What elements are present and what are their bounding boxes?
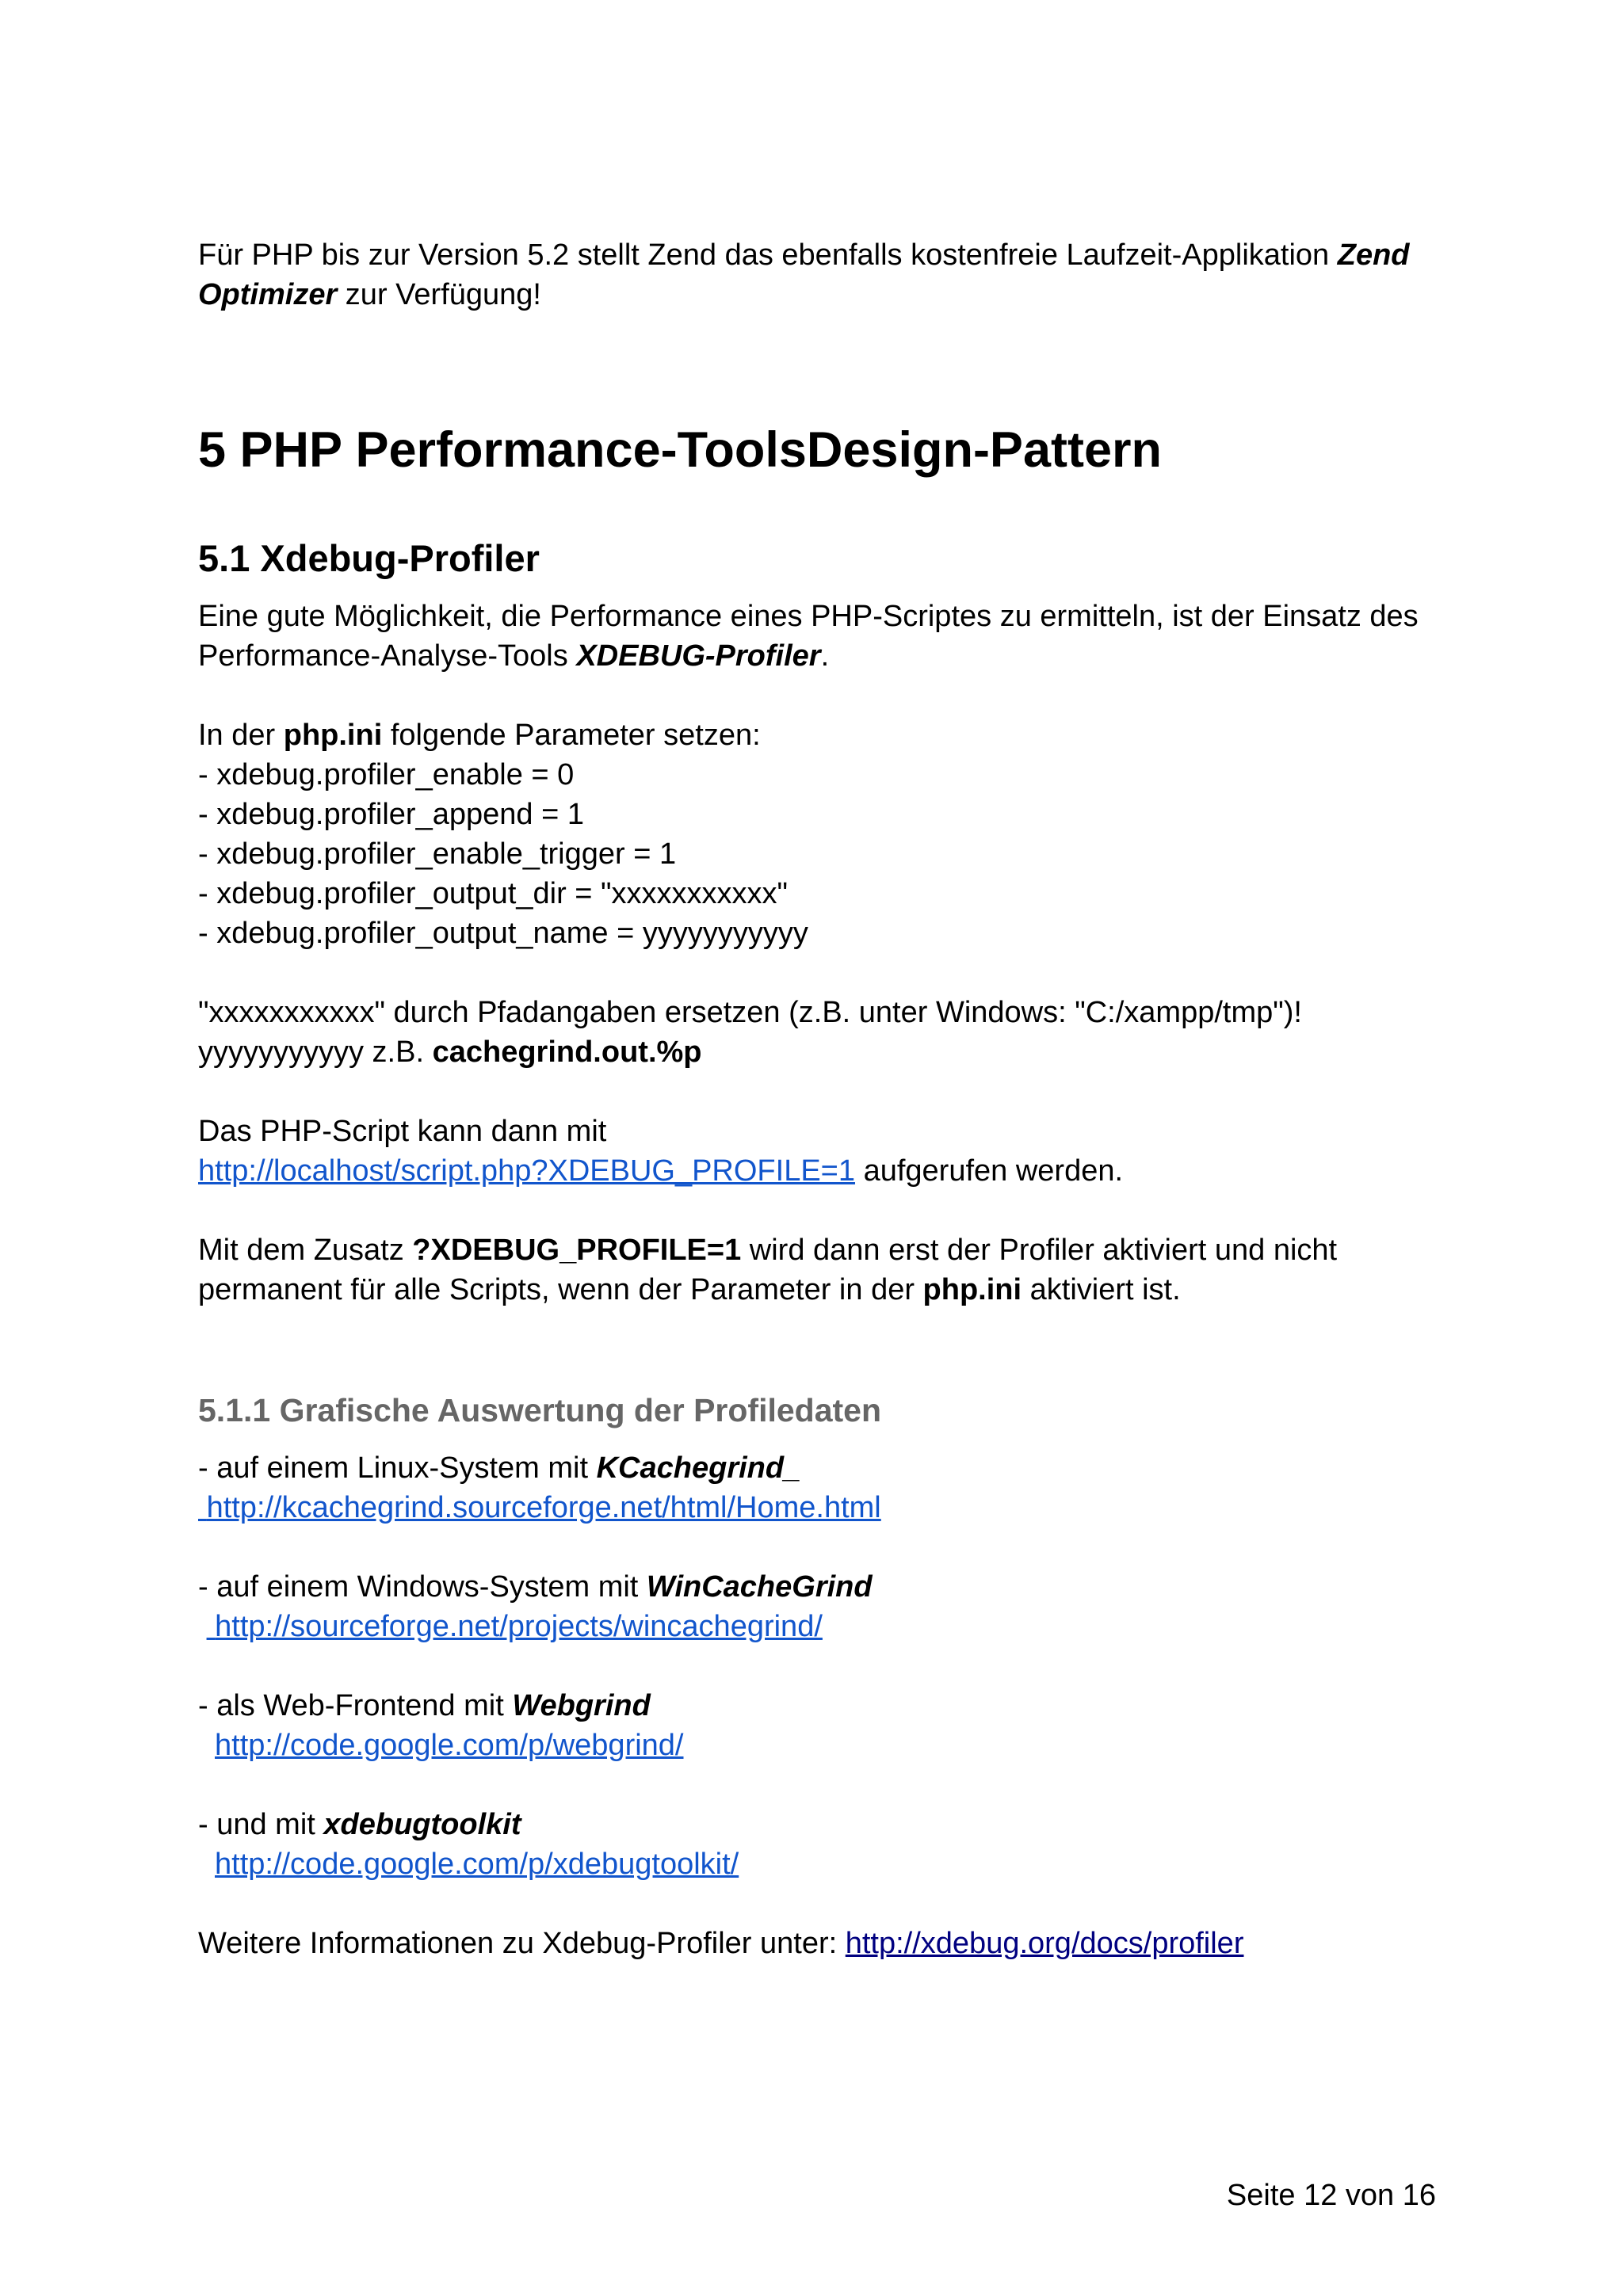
param-line: - xdebug.profiler_output_dir = "xxxxxxxxxxx" — [198, 877, 789, 910]
section-5-1-para-line-1: Eine gute Möglichkeit, die Performance eines PHP-Scriptes zu ermitteln, ist der Einsatz des — [198, 600, 1419, 633]
link-text: http://sourceforge.net/projects/wincachegrind/ — [215, 1610, 823, 1643]
tool-item-webgrind — [198, 1686, 651, 1726]
replace-text: yyyyyyyyyyy z.B. — [198, 1035, 433, 1069]
xdebug-docs-link[interactable]: http://xdebug.org/docs/profiler — [845, 1927, 1244, 1960]
more-info-line — [198, 1924, 1243, 1963]
note-line-1 — [198, 1230, 1337, 1270]
tool-text: - auf einem Linux-System mit — [198, 1451, 597, 1485]
section-5-heading: 5 PHP Performance-ToolsDesign-Pattern — [198, 422, 1162, 478]
intro-emphasis-zend: Zend — [1337, 238, 1410, 272]
ini-intro-line — [198, 715, 761, 755]
cachegrind-bold: cachegrind.out.%p — [432, 1035, 702, 1069]
tool-name: Webgrind — [512, 1689, 651, 1722]
tool-item-kcachegrind — [198, 1448, 800, 1488]
param-line: - xdebug.profiler_append = 1 — [198, 798, 584, 831]
section-5-1-para-line-2 — [198, 636, 829, 676]
intro-text: Für PHP bis zur Version 5.2 stellt Zend das ebenfalls kostenfreie Laufzeit-Applikation — [198, 238, 1338, 272]
php-ini-bold: php.ini — [283, 719, 383, 752]
intro-emphasis-optimizer: Optimizer — [198, 278, 338, 311]
note-pre: Mit dem Zusatz — [198, 1234, 413, 1267]
param-line: - xdebug.profiler_enable_trigger = 1 — [198, 837, 677, 871]
tool-item-xdebugtoolkit — [198, 1805, 521, 1844]
note2-pre: permanent für alle Scripts, wenn der Parameter in der — [198, 1273, 923, 1306]
tool-link-line — [215, 1726, 684, 1765]
replace-line-1: "xxxxxxxxxxx" durch Pfadangaben ersetzen (z.B. unter Windows: "C:/xampp/tmp")! — [198, 996, 1302, 1029]
xdebugtoolkit-link[interactable]: http://code.google.com/p/xdebugtoolkit/ — [215, 1848, 739, 1881]
tool-text: - und mit — [198, 1808, 324, 1841]
tool-link-line — [198, 1607, 823, 1646]
section-5-1-heading: 5.1 Xdebug-Profiler — [198, 537, 540, 579]
replace-line-2 — [198, 1032, 702, 1072]
xdebug-profile-param-bold: ?XDEBUG_PROFILE=1 — [412, 1234, 742, 1267]
intro-line-2 — [198, 275, 541, 315]
tool-text: - auf einem Windows-System mit — [198, 1570, 647, 1604]
note2-post: aktiviert ist. — [1022, 1273, 1181, 1306]
xdebug-profiler-emphasis: XDEBUG-Profiler — [576, 639, 821, 673]
call-text-end: aufgerufen werden. — [855, 1154, 1124, 1188]
tool-text: - als Web-Frontend mit — [198, 1689, 513, 1722]
tool-item-wincachegrind — [198, 1567, 873, 1607]
para-text: Performance-Analyse-Tools — [198, 639, 577, 673]
section-5-1-1-heading: 5.1.1 Grafische Auswertung der Profiledaten — [198, 1392, 882, 1428]
tool-name: xdebugtoolkit — [323, 1808, 521, 1841]
wincachegrind-link[interactable] — [207, 1610, 823, 1643]
tool-link-line — [215, 1844, 739, 1884]
link-text: http://kcachegrind.sourceforge.net/html/Home.html — [206, 1491, 881, 1524]
ini-intro-post: folgende Parameter setzen: — [382, 719, 761, 752]
para-period: . — [820, 639, 830, 673]
page-number: Seite 12 von 16 — [1226, 2179, 1436, 2212]
php-ini-bold-2: php.ini — [922, 1273, 1022, 1306]
intro-text-end: zur Verfügung! — [337, 278, 541, 311]
ini-intro-pre: In der — [198, 719, 284, 752]
more-info-text: Weitere Informationen zu Xdebug-Profiler unter: — [198, 1927, 846, 1960]
intro-line-1 — [198, 235, 1410, 275]
param-line: - xdebug.profiler_enable = 0 — [198, 758, 575, 791]
localhost-script-link[interactable]: http://localhost/script.php?XDEBUG_PROFILE=1 — [198, 1154, 856, 1188]
note-post: wird dann erst der Profiler aktiviert und nicht — [741, 1234, 1338, 1267]
tool-name: KCachegrind_ — [596, 1451, 801, 1485]
tool-name: WinCacheGrind — [646, 1570, 873, 1604]
param-line: - xdebug.profiler_output_name = yyyyyyyyyyy — [198, 917, 808, 950]
call-line-2 — [198, 1151, 1123, 1191]
call-line-1: Das PHP-Script kann dann mit — [198, 1115, 607, 1148]
webgrind-link[interactable]: http://code.google.com/p/webgrind/ — [215, 1729, 684, 1762]
tool-link-line — [198, 1488, 881, 1527]
note-line-2 — [198, 1270, 1181, 1310]
kcachegrind-link[interactable] — [198, 1491, 881, 1524]
